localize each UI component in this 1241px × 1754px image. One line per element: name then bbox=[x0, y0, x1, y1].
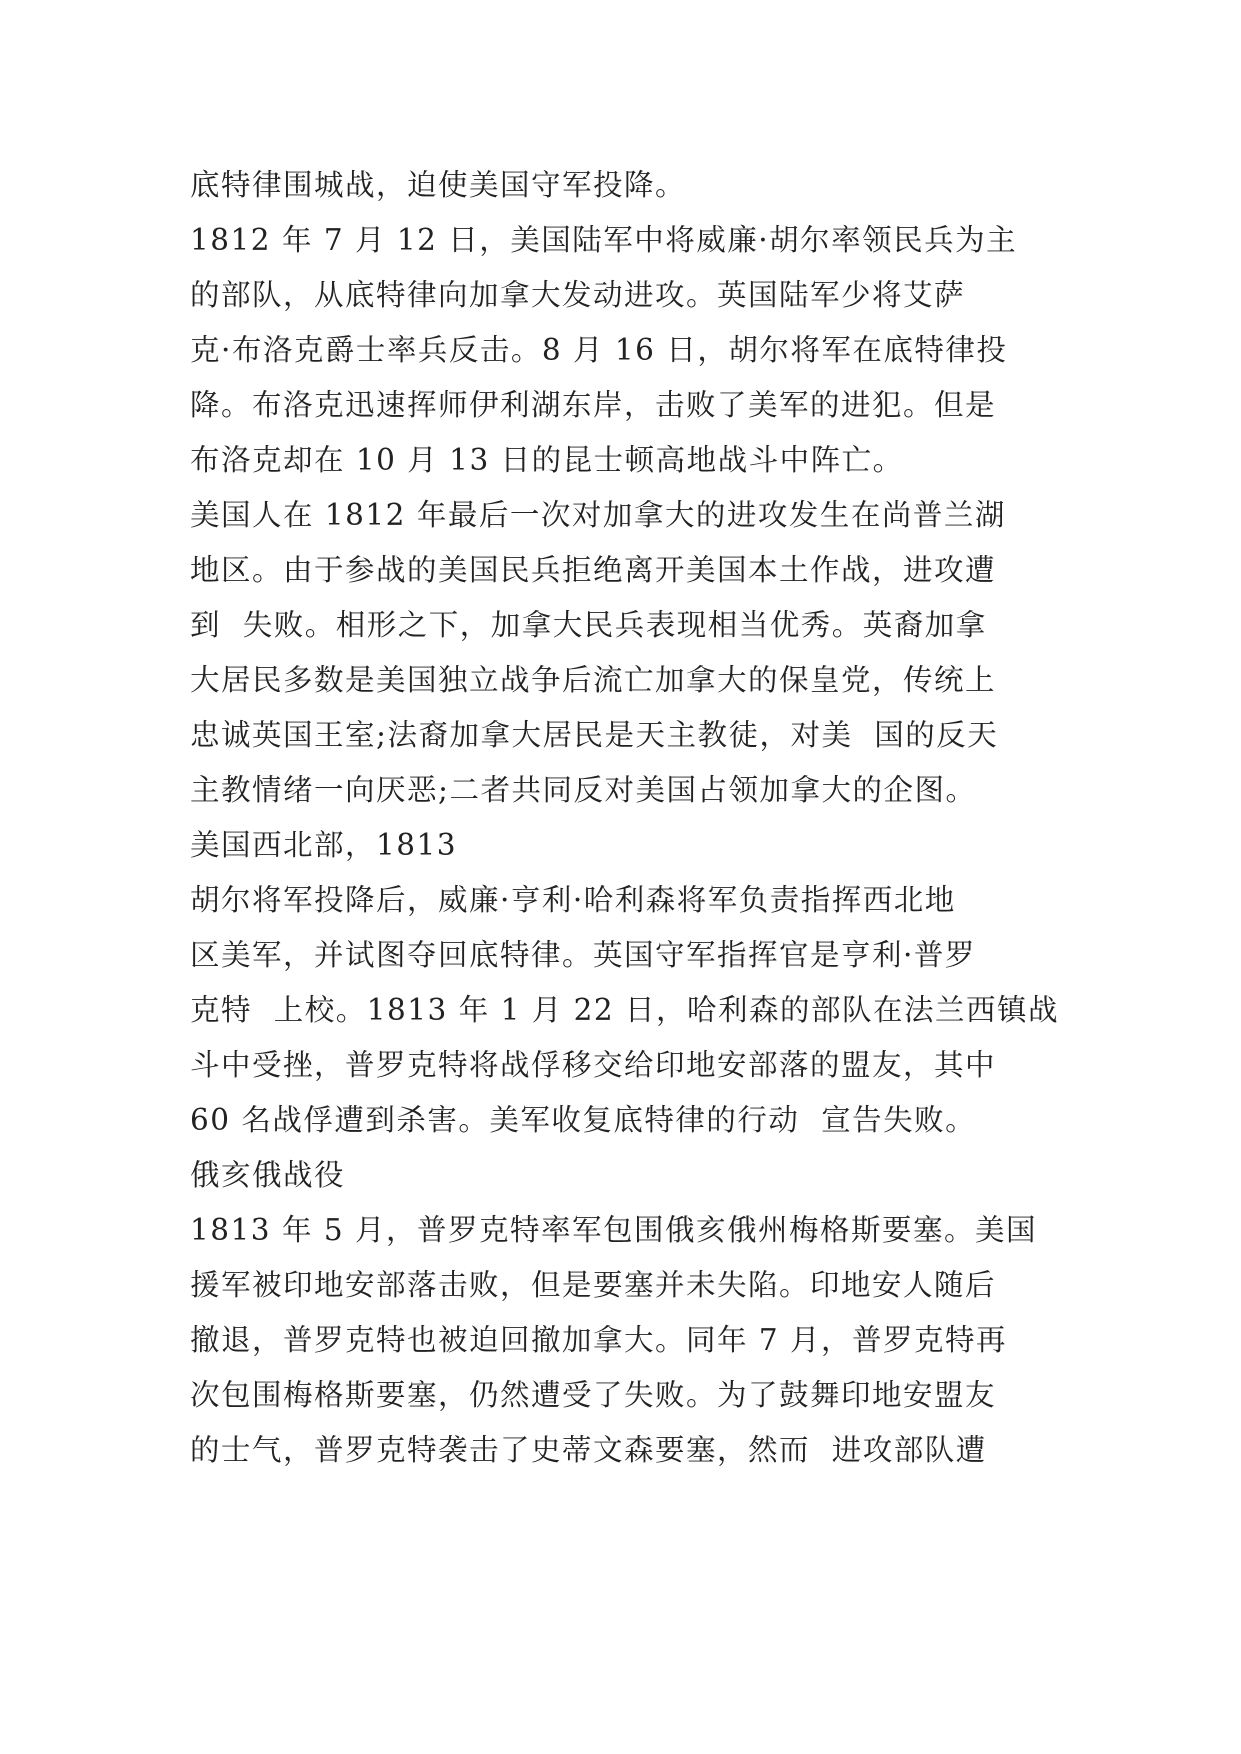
text-line: 区美军，并试图夺回底特律。英国守军指挥官是亨利·普罗 bbox=[190, 938, 976, 972]
text-line: 胡尔将军投降后，威廉·亨利·哈利森将军负责指挥西北地 bbox=[190, 883, 956, 917]
text-line: 大居民多数是美国独立战争后流亡加拿大的保皇党，传统上 bbox=[190, 663, 997, 697]
text-line: 降。布洛克迅速挥师伊利湖东岸，击败了美军的进犯。但是 bbox=[190, 388, 997, 422]
section-heading: 俄亥俄战役 bbox=[190, 1158, 346, 1192]
text-line: 斗中受挫，普罗克特将战俘移交给印地安部落的盟友，其中 bbox=[190, 1048, 997, 1082]
text-line: 布洛克却在 10 月 13 日的昆士顿高地战斗中阵亡。 bbox=[190, 443, 904, 477]
text-line: 底特律围城战，迫使美国守军投降。 bbox=[190, 168, 687, 202]
text-line: 地区。由于参战的美国民兵拒绝离开美国本土作战，进攻遭 bbox=[190, 553, 997, 587]
text-line: 主教情绪一向厌恶;二者共同反对美国占领加拿大的企图。 bbox=[190, 773, 977, 807]
text-line: 援军被印地安部落击败，但是要塞并未失陷。印地安人随后 bbox=[190, 1268, 997, 1302]
text-line: 忠诚英国王室;法裔加拿大居民是天主教徒，对美 国的反天 bbox=[190, 718, 999, 752]
text-line: 1812 年 7 月 12 日，美国陆军中将威廉·胡尔率领民兵为主 bbox=[190, 223, 1018, 257]
text-line: 的士气，普罗克特袭击了史蒂文森要塞，然而 进攻部队遭 bbox=[190, 1433, 987, 1467]
text-line: 1813 年 5 月，普罗克特率军包围俄亥俄州梅格斯要塞。美国 bbox=[190, 1213, 1037, 1247]
text-line: 60 名战俘遭到杀害。美军收复底特律的行动 宣告失败。 bbox=[190, 1103, 977, 1137]
text-line: 次包围梅格斯要塞，仍然遭受了失败。为了鼓舞印地安盟友 bbox=[190, 1378, 997, 1412]
document-page bbox=[190, 158, 1060, 1478]
text-line: 克特 上校。1813 年 1 月 22 日，哈利森的部队在法兰西镇战 bbox=[190, 993, 1060, 1027]
text-line: 撤退，普罗克特也被迫回撤加拿大。同年 7 月，普罗克特再 bbox=[190, 1323, 1008, 1357]
text-line: 到 失败。相形之下，加拿大民兵表现相当优秀。英裔加拿 bbox=[190, 608, 987, 642]
section-heading: 美国西北部，1813 bbox=[190, 828, 458, 862]
text-line: 的部队，从底特律向加拿大发动进攻。英国陆军少将艾萨 bbox=[190, 278, 966, 312]
text-line: 克·布洛克爵士率兵反击。8 月 16 日，胡尔将军在底特律投 bbox=[190, 333, 1008, 367]
text-line: 美国人在 1812 年最后一次对加拿大的进攻发生在尚普兰湖 bbox=[190, 498, 1006, 532]
